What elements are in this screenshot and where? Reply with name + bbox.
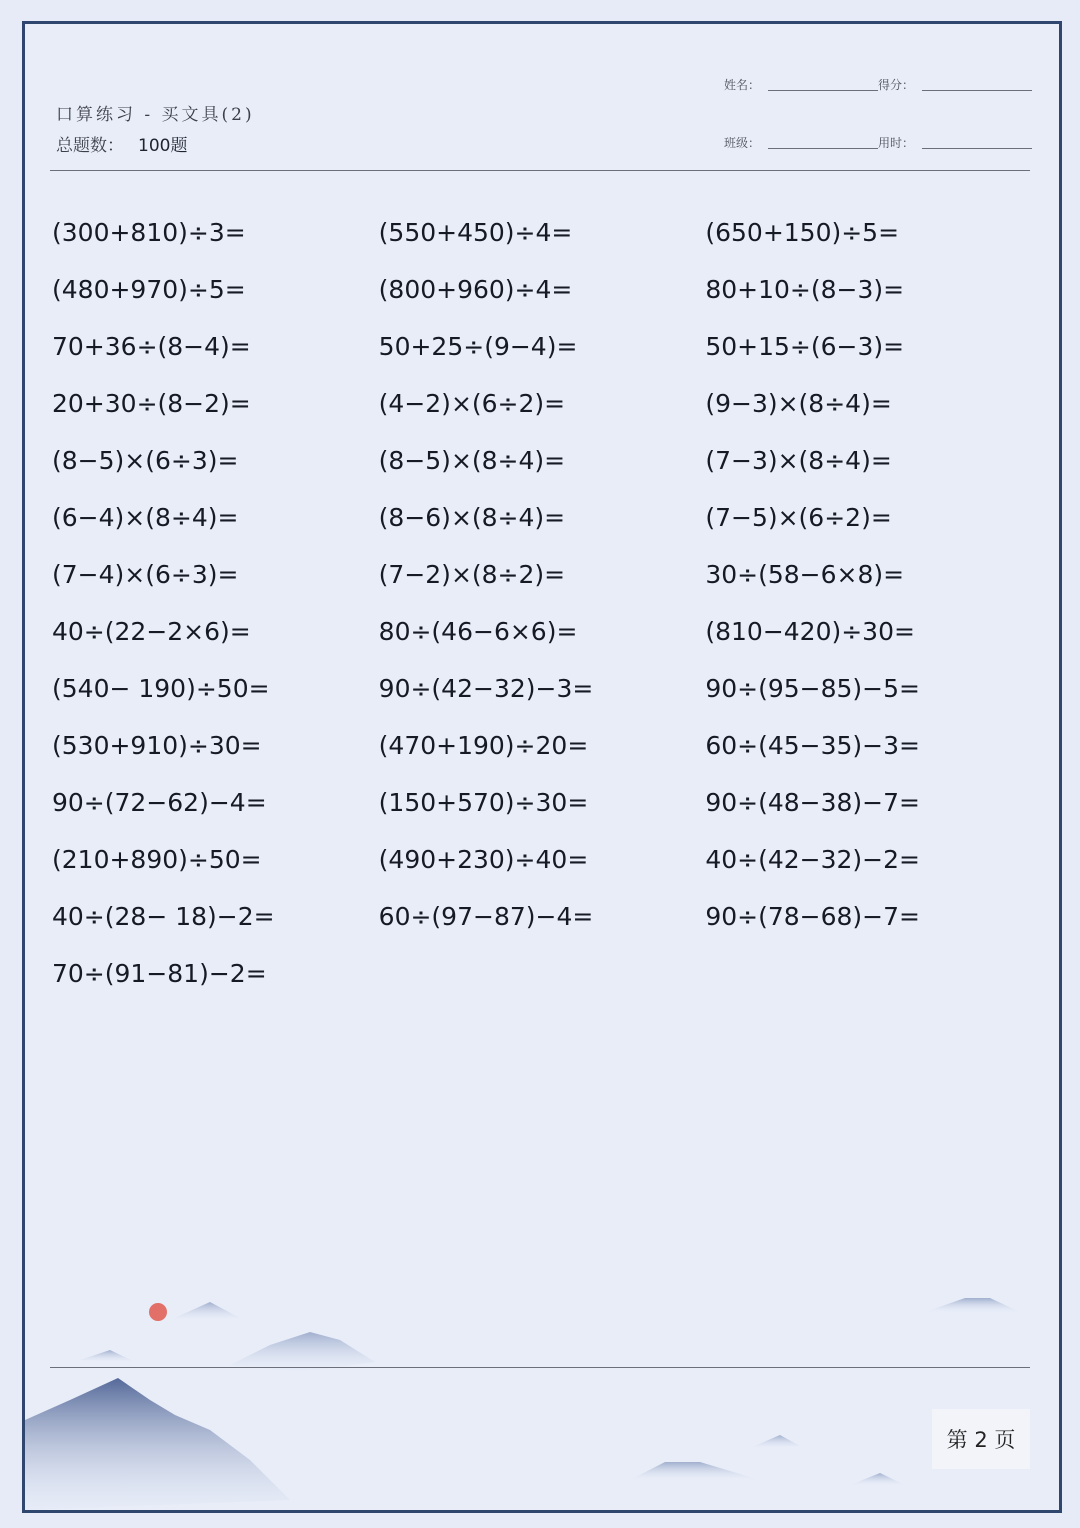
- mountain-bottom-mid: [630, 1462, 760, 1480]
- problem-item: 80+10÷(8−3)=: [705, 275, 905, 304]
- problem-item: (800+960)÷4=: [378, 275, 573, 304]
- problem-item: 90÷(95−85)−5=: [705, 674, 920, 703]
- problem-row: [52, 837, 1032, 894]
- problem-item: 70÷(91−81)−2=: [52, 959, 267, 988]
- class-blank[interactable]: [768, 136, 878, 149]
- problem-item: (4−2)×(6÷2)=: [378, 389, 566, 418]
- question-count: [56, 131, 255, 156]
- problem-row: [52, 951, 1032, 1008]
- problem-item: 40÷(42−32)−2=: [705, 845, 920, 874]
- problem-item: 90÷(42−32)−3=: [378, 674, 594, 703]
- score-label: 得分：: [878, 77, 915, 92]
- problem-item: [379, 951, 706, 1008]
- problem-item: 30÷(58−6×8)=: [705, 560, 905, 589]
- name-label: 姓名：: [724, 77, 761, 92]
- problem-row: [52, 210, 1032, 267]
- problem-row: [52, 780, 1032, 837]
- problem-row: [52, 495, 1032, 552]
- question-count-label: 总题数：: [56, 136, 124, 156]
- problem-item: 50+15÷(6−3)=: [705, 332, 905, 361]
- problem-item: (8−6)×(8÷4)=: [378, 503, 566, 532]
- mountain-left-mid: [230, 1332, 375, 1372]
- problem-item: (150+570)÷30=: [378, 788, 589, 817]
- problem-row: [52, 267, 1032, 324]
- problem-item: [705, 951, 1032, 1008]
- problem-item: (300+810)÷3=: [52, 218, 246, 247]
- mountain-bottom-small: [750, 1435, 800, 1448]
- problem-item: (9−3)×(8÷4)=: [705, 389, 892, 418]
- problem-row: [52, 552, 1032, 609]
- problem-item: 40÷(28− 18)−2=: [52, 902, 275, 931]
- problem-item: (210+890)÷50=: [52, 845, 262, 874]
- mountain-left-small: [80, 1350, 135, 1362]
- problem-row: [52, 381, 1032, 438]
- problem-item: (7−5)×(6÷2)=: [705, 503, 892, 532]
- problem-item: (810−420)÷30=: [705, 617, 915, 646]
- problem-row: [52, 609, 1032, 666]
- problem-item: (7−4)×(6÷3)=: [52, 560, 239, 589]
- student-info-fields: [724, 74, 1032, 152]
- class-label: 班级：: [724, 135, 761, 150]
- problem-item: 70+36÷(8−4)=: [52, 332, 251, 361]
- question-count-value: 100题: [138, 136, 188, 156]
- mountain-left-big: [25, 1378, 290, 1510]
- problem-item: 60÷(45−35)−3=: [705, 731, 920, 760]
- problem-row: [52, 438, 1032, 495]
- problem-grid: [52, 210, 1032, 1008]
- problem-row: [52, 723, 1032, 780]
- problem-item: 90÷(72−62)−4=: [52, 788, 267, 817]
- problem-item: (480+970)÷5=: [52, 275, 246, 304]
- red-sun: [149, 1303, 167, 1321]
- problem-item: (7−3)×(8÷4)=: [705, 446, 892, 475]
- problem-item: (7−2)×(8÷2)=: [378, 560, 566, 589]
- title-block: [56, 100, 255, 156]
- mountain-right-far: [925, 1298, 1020, 1312]
- page-number: 第 2 页: [932, 1409, 1030, 1469]
- problem-item: (650+150)÷5=: [705, 218, 900, 247]
- problem-item: (470+190)÷20=: [378, 731, 589, 760]
- field-row-name-score: [724, 74, 1032, 94]
- problem-item: 90÷(78−68)−7=: [705, 902, 920, 931]
- problem-item: (530+910)÷30=: [52, 731, 262, 760]
- score-blank[interactable]: [922, 78, 1032, 91]
- worksheet-title: 口算练习 - 买文具(2): [56, 105, 255, 125]
- problem-item: (8−5)×(8÷4)=: [378, 446, 566, 475]
- problem-item: (6−4)×(8÷4)=: [52, 503, 239, 532]
- footer-divider: [50, 1367, 1030, 1368]
- problem-row: [52, 324, 1032, 381]
- problem-item: 80÷(46−6×6)=: [378, 617, 578, 646]
- name-blank[interactable]: [768, 78, 878, 91]
- problem-item: (8−5)×(6÷3)=: [52, 446, 239, 475]
- time-blank[interactable]: [922, 136, 1032, 149]
- problem-row: [52, 894, 1032, 951]
- problem-item: (540− 190)÷50=: [52, 674, 270, 703]
- problem-item: 50+25÷(9−4)=: [378, 332, 578, 361]
- problem-row: [52, 666, 1032, 723]
- mountain-top-small: [170, 1302, 240, 1320]
- problem-item: (550+450)÷4=: [378, 218, 573, 247]
- problem-item: 20+30÷(8−2)=: [52, 389, 251, 418]
- time-label: 用时：: [878, 135, 915, 150]
- problem-item: (490+230)÷40=: [378, 845, 589, 874]
- mountain-bottom-right: [850, 1473, 905, 1485]
- field-row-class-time: [724, 132, 1032, 152]
- header-divider: [50, 170, 1030, 171]
- problem-item: 60÷(97−87)−4=: [378, 902, 594, 931]
- problem-item: 90÷(48−38)−7=: [705, 788, 920, 817]
- problem-item: 40÷(22−2×6)=: [52, 617, 251, 646]
